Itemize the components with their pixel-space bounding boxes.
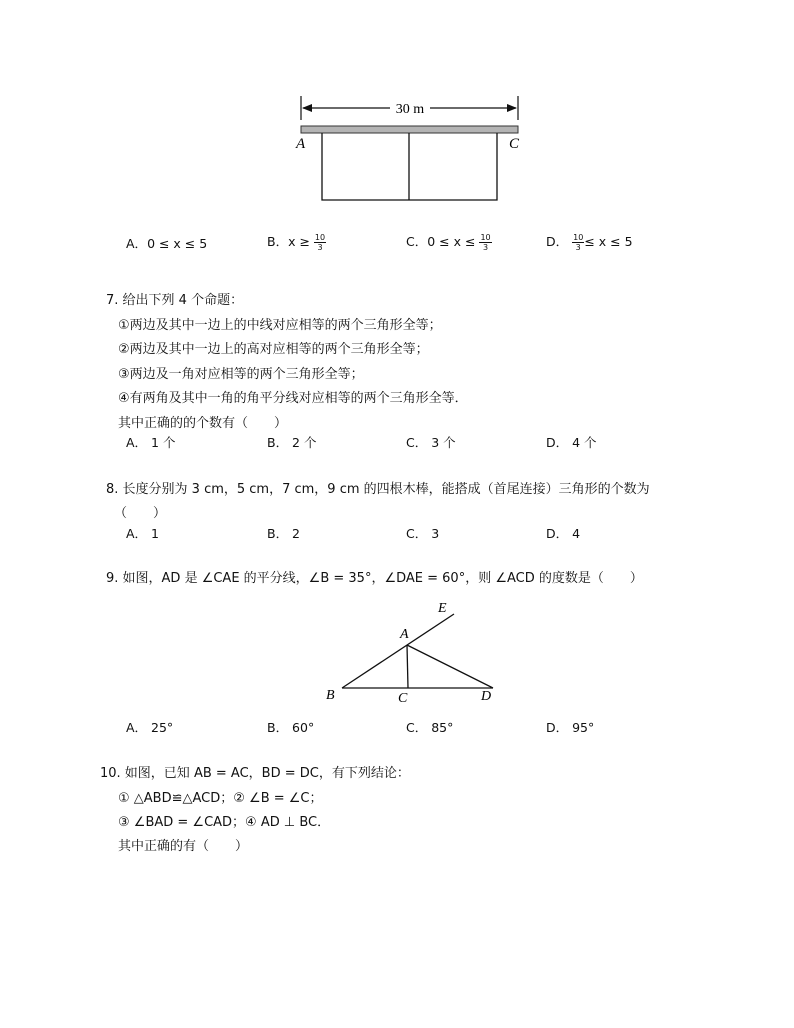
point-c-label: C	[398, 691, 408, 706]
q7-option-b[interactable]: B． 2 个	[267, 435, 317, 450]
q7-proposition-4: ④有两角及其中一角的角平分线对应相等的两个三角形全等．	[118, 391, 468, 406]
triangle-diagram	[318, 596, 508, 708]
fence-diagram	[290, 90, 530, 208]
point-b-label: B	[326, 688, 335, 703]
q8-option-a[interactable]: A． 1	[126, 526, 159, 541]
q10-question: 其中正确的有（ ）	[118, 839, 249, 854]
q6-option-d-letter: D．	[546, 234, 569, 249]
q8-answer-paren: （ ）	[114, 506, 167, 521]
width-label: 30 m	[395, 102, 425, 117]
q6-option-d-fraction	[572, 233, 584, 252]
q6-option-b-letter: B．	[267, 234, 289, 249]
q6-option-c-text: 0 ≤ x ≤	[427, 234, 476, 249]
q8-option-d[interactable]: D． 4	[546, 526, 581, 541]
point-a-label: A	[296, 136, 306, 152]
q7-proposition-3: ③两边及一角对应相等的两个三角形全等；	[118, 367, 364, 382]
point-a-label: A	[400, 627, 409, 642]
q7-question: 其中正确的的个数有（ ）	[118, 416, 288, 431]
q7-option-c[interactable]: C． 3 个	[406, 435, 456, 450]
q9-stem: 9. 如图，AD 是 ∠CAE 的平分线，∠B = 35°，∠DAE = 60°，则 ∠ACD 的度数是（ ）	[106, 571, 643, 586]
fraction-numerator: 10	[314, 233, 326, 242]
segment-ad	[407, 645, 493, 688]
q6-option-c[interactable]	[406, 232, 492, 252]
q9-option-c[interactable]: C． 85°	[406, 720, 454, 735]
segment-ac	[407, 645, 408, 688]
q6-option-a-text: 0 ≤ x ≤ 5	[147, 236, 208, 251]
fraction-numerator: 10	[480, 233, 491, 242]
fraction-denominator: 3	[482, 243, 489, 252]
q7-stem: 7. 给出下列 4 个命题：	[106, 293, 244, 308]
q7-proposition-1: ①两边及其中一边上的中线对应相等的两个三角形全等；	[118, 318, 442, 333]
q10-stem: 10. 如图，已知 AB = AC，BD = DC，有下列结论：	[100, 766, 410, 781]
q6-option-c-letter: C．	[406, 234, 428, 249]
arrowhead-right	[507, 104, 517, 112]
q7-option-d[interactable]: D． 4 个	[546, 435, 597, 450]
ray-be	[342, 614, 454, 688]
q8-option-c[interactable]: C． 3	[406, 526, 440, 541]
q6-option-b-fraction	[314, 233, 326, 252]
q9-option-b[interactable]: B． 60°	[267, 720, 315, 735]
q10-conclusions-1-2: ① △ABD≌△ACD；② ∠B = ∠C；	[118, 791, 323, 806]
q6-option-a-letter: A．	[126, 236, 148, 251]
point-c-label: C	[509, 136, 520, 152]
q7-proposition-2: ②两边及其中一边上的高对应相等的两个三角形全等；	[118, 342, 429, 357]
arrowhead-left	[302, 104, 312, 112]
fraction-numerator: 10	[573, 233, 584, 242]
q8-stem: 8. 长度分别为 3 cm，5 cm，7 cm，9 cm 的四根木棒，能搭成（首尾连接）三角形的个数为	[106, 482, 650, 497]
q8-option-b[interactable]: B． 2	[267, 526, 301, 541]
q7-option-a[interactable]: A． 1 个	[126, 435, 176, 450]
q6-option-c-fraction	[479, 233, 491, 252]
q6-option-b[interactable]	[267, 232, 326, 252]
wall	[301, 126, 518, 133]
q6-option-a[interactable]	[126, 234, 207, 252]
point-d-label: D	[481, 689, 492, 704]
q6-option-b-text: x ≥	[288, 234, 310, 249]
q9-option-d[interactable]: D． 95°	[546, 720, 595, 735]
q9-option-a[interactable]: A． 25°	[126, 720, 174, 735]
fraction-denominator: 3	[575, 243, 581, 252]
q6-option-d[interactable]	[546, 232, 633, 252]
fraction-denominator: 3	[317, 243, 323, 252]
q10-conclusions-3-4: ③ ∠BAD = ∠CAD；④ AD ⊥ BC．	[118, 815, 331, 830]
q6-option-d-text: ≤ x ≤ 5	[584, 234, 633, 249]
point-e-label: E	[438, 601, 447, 616]
